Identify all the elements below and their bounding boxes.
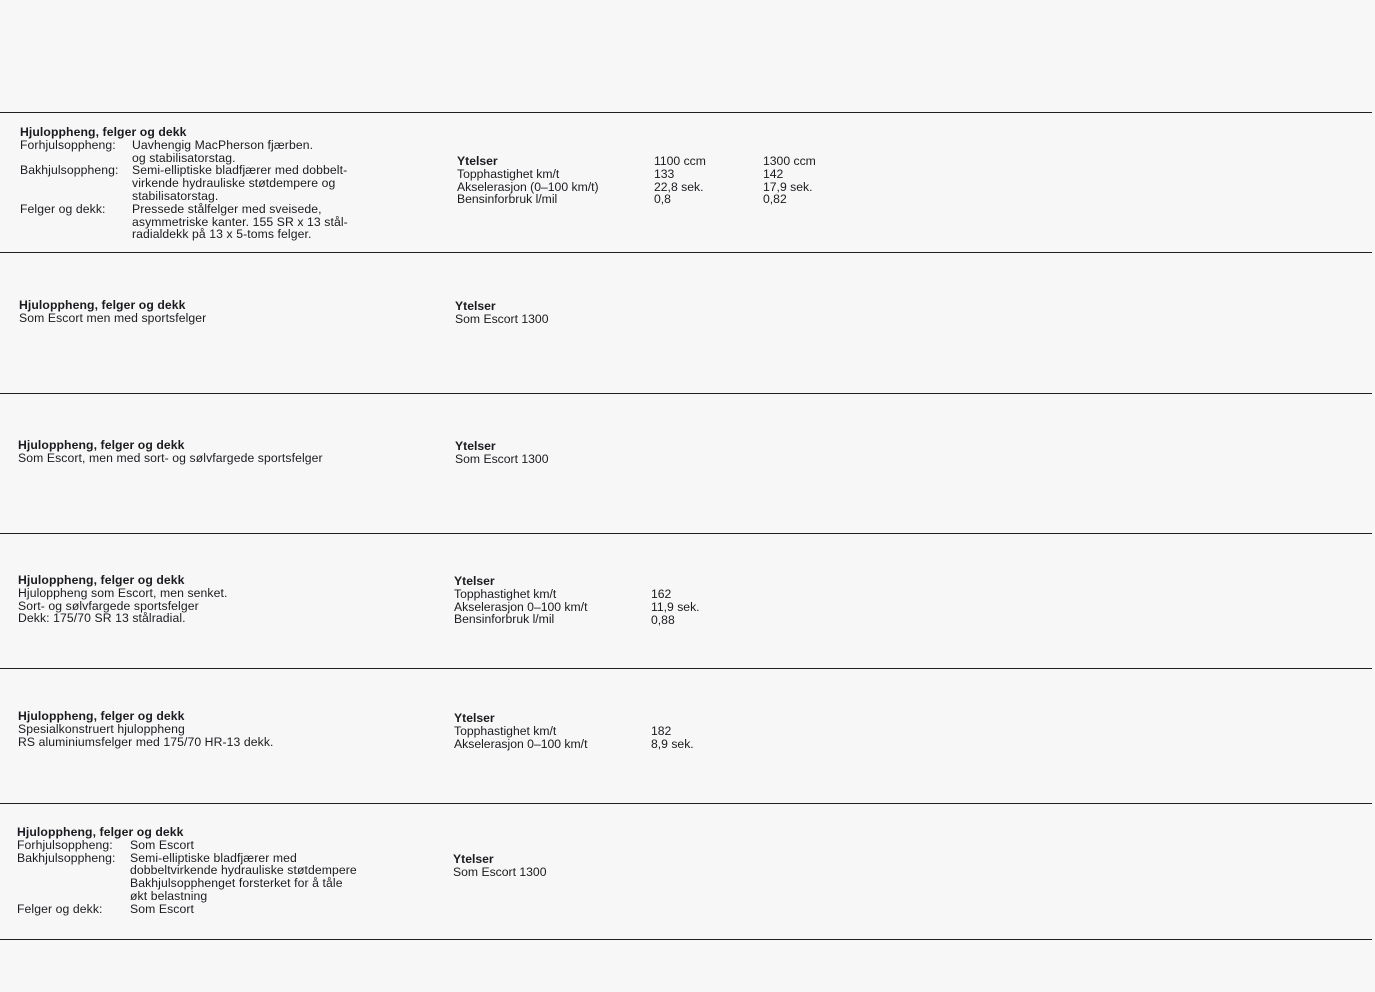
spec-value: Uavhengig MacPherson fjærben. xyxy=(132,137,314,152)
divider-rule xyxy=(0,668,1372,669)
spec-value: økt belastning xyxy=(130,888,208,903)
spec-value: RS aluminiumsfelger med 175/70 HR-13 dekk. xyxy=(18,734,274,749)
performance-heading: Ytelser xyxy=(454,574,495,588)
perf-value: 162 xyxy=(651,587,672,601)
perf-value: 0,88 xyxy=(651,612,675,627)
spec-value: stabilisatorstag. xyxy=(132,188,219,203)
spec-label: Forhjulsoppheng: xyxy=(17,837,113,852)
suspension-block xyxy=(20,126,440,241)
spec-label: Forhjulsoppheng: xyxy=(20,137,116,152)
suspension-heading: Hjuloppheng, felger og dekk xyxy=(17,825,184,839)
divider-rule xyxy=(0,252,1372,253)
perf-value: 142 xyxy=(763,166,784,181)
performance-heading: Ytelser xyxy=(453,852,494,866)
spec-value: Bakhjulsopphenget forsterket for å tåle xyxy=(130,876,343,891)
suspension-heading: Hjuloppheng, felger og dekk xyxy=(19,298,186,312)
performance-heading: Ytelser xyxy=(455,299,496,313)
performance-heading: Ytelser xyxy=(454,711,495,725)
perf-value: 0,8 xyxy=(654,192,671,207)
spec-value: Hjuloppheng som Escort, men senket. xyxy=(18,585,228,600)
performance-block xyxy=(453,853,546,879)
divider-rule xyxy=(0,393,1372,394)
performance-block xyxy=(455,300,548,326)
spec-label: Felger og dekk: xyxy=(17,901,103,916)
perf-value: 182 xyxy=(651,724,672,738)
spec-value: Spesialkonstruert hjuloppheng xyxy=(18,721,185,736)
divider-rule xyxy=(0,112,1372,113)
perf-label: Topphastighet km/t xyxy=(457,166,560,181)
perf-value: 8,9 sek. xyxy=(651,736,694,751)
perf-label: Akselerasjon 0–100 km/t xyxy=(454,736,588,751)
perf-value: 11,9 sek. xyxy=(651,599,700,614)
performance-block xyxy=(455,440,548,466)
spec-value: Semi-elliptiske bladfjærer med dobbelt- xyxy=(132,163,348,178)
performance-block xyxy=(457,155,599,206)
spec-label: Bakhjulsoppheng: xyxy=(17,850,116,865)
perf-column xyxy=(651,588,700,626)
spec-row-front xyxy=(20,139,440,165)
spec-value: radialdekk på 13 x 5-toms felger. xyxy=(132,227,312,242)
perf-value: 133 xyxy=(654,166,675,181)
perf-value: 1100 ccm xyxy=(654,154,706,168)
spec-value: Semi-elliptiske bladfjærer med xyxy=(130,850,297,865)
perf-value: 0,82 xyxy=(763,192,787,207)
suspension-heading: Hjuloppheng, felger og dekk xyxy=(18,438,185,452)
suspension-heading: Hjuloppheng, felger og dekk xyxy=(18,573,185,587)
spec-row-wheels xyxy=(17,903,437,916)
perf-value: 1300 ccm xyxy=(763,154,816,168)
performance-heading: Ytelser xyxy=(457,154,498,168)
perf-label: Akselerasjon (0–100 km/t) xyxy=(457,179,599,194)
spec-value: Sort- og sølvfargede sportsfelger xyxy=(18,598,199,613)
spec-value: Dekk: 175/70 SR 13 stålradial. xyxy=(18,611,186,626)
divider-rule xyxy=(0,939,1372,940)
suspension-block xyxy=(17,826,437,916)
suspension-block xyxy=(19,299,206,325)
suspension-block xyxy=(18,439,323,465)
divider-rule xyxy=(0,533,1372,534)
spec-row-rear xyxy=(20,164,440,202)
perf-label: Som Escort 1300 xyxy=(455,311,549,326)
perf-value: 22,8 sek. xyxy=(654,179,704,194)
perf-column xyxy=(651,725,694,751)
performance-block xyxy=(454,575,587,626)
perf-value: 17,9 sek. xyxy=(763,179,813,194)
spec-row-rear xyxy=(17,852,437,903)
spec-value: Pressede stålfelger med sveisede, xyxy=(132,201,322,216)
suspension-block xyxy=(18,574,227,625)
perf-label: Topphastighet km/t xyxy=(454,586,557,601)
performance-block xyxy=(454,712,587,750)
spec-value: dobbeltvirkende hydrauliske støtdempere xyxy=(130,863,357,878)
suspension-block xyxy=(18,710,274,748)
performance-heading: Ytelser xyxy=(455,439,496,453)
spec-value: Som Escort, men med sort- og sølvfargede sportsfelger xyxy=(18,450,323,465)
perf-column-1300 xyxy=(763,155,816,206)
perf-label: Topphastighet km/t xyxy=(454,723,557,738)
perf-column-1100 xyxy=(654,155,706,206)
spec-label: Felger og dekk: xyxy=(20,201,106,216)
spec-row-wheels xyxy=(20,203,440,241)
spec-row-front xyxy=(17,839,437,852)
divider-rule xyxy=(0,803,1372,804)
suspension-heading: Hjuloppheng, felger og dekk xyxy=(18,709,185,723)
spec-value: virkende hydrauliske støtdempere og xyxy=(132,176,336,191)
spec-value: asymmetriske kanter. 155 SR x 13 stål- xyxy=(132,214,348,229)
perf-label: Som Escort 1300 xyxy=(455,451,549,466)
spec-value: Som Escort men med sportsfelger xyxy=(19,310,207,325)
spec-value: Som Escort xyxy=(130,837,194,852)
spec-label: Bakhjulsoppheng: xyxy=(20,163,119,178)
perf-label: Som Escort 1300 xyxy=(453,864,547,879)
perf-label: Bensinforbruk l/mil xyxy=(454,612,555,627)
perf-label: Bensinforbruk l/mil xyxy=(457,192,558,207)
spec-value: og stabilisatorstag. xyxy=(132,150,236,165)
perf-label: Akselerasjon 0–100 km/t xyxy=(454,599,588,614)
suspension-heading: Hjuloppheng, felger og dekk xyxy=(20,125,187,139)
spec-value: Som Escort xyxy=(130,901,194,916)
